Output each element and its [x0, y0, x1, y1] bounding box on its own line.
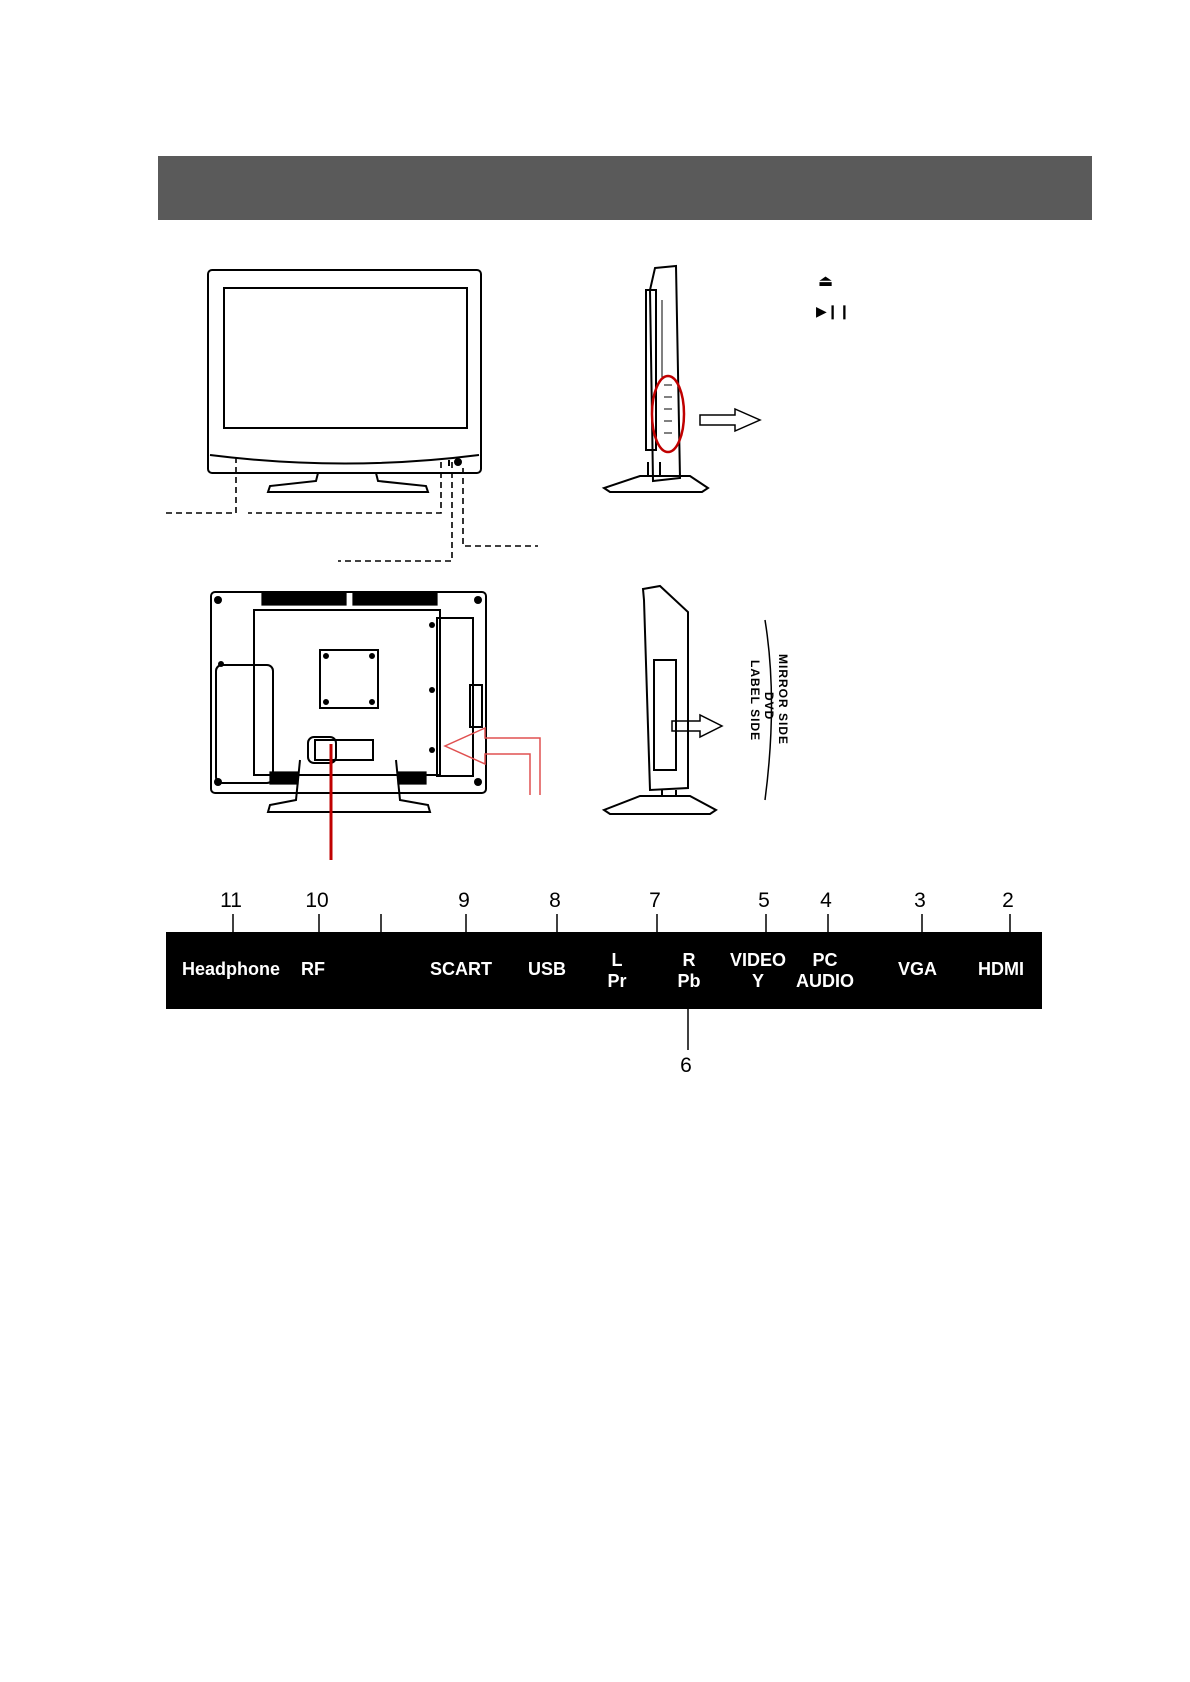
usb-label: USB [528, 959, 567, 979]
callout-5: 5 [758, 889, 770, 912]
pc-label: PC [812, 950, 838, 970]
tv-front-view [208, 270, 481, 492]
play-pause-icon: ▶❙❙ [816, 303, 851, 319]
y-label: Y [751, 971, 764, 991]
audio-label: AUDIO [796, 971, 854, 991]
l-label: L [611, 950, 623, 970]
pr-label: Pr [607, 971, 627, 991]
pc-audio-label [792, 950, 858, 992]
back-vents [262, 593, 437, 784]
side-button-ticks [664, 385, 672, 433]
callout-6: 6 [680, 1054, 692, 1077]
hdmi-label: HDMI [978, 959, 1024, 979]
tv-back-view [211, 592, 486, 812]
video-y-label [726, 950, 790, 992]
callout-2: 2 [1002, 889, 1014, 912]
pb-label: Pb [677, 971, 701, 991]
scart-label: SCART [430, 959, 492, 979]
vga-label: VGA [898, 959, 938, 979]
red-outline-arrow [445, 728, 540, 795]
r-pb-label [672, 950, 706, 992]
l-pr-label [602, 950, 632, 992]
callout-11: 11 [220, 889, 242, 912]
callout-7: 7 [649, 889, 661, 912]
rf-label: RF [301, 959, 325, 979]
eject-icon: ⏏ [818, 273, 834, 290]
r-label: R [682, 950, 696, 970]
callout-4: 4 [820, 889, 832, 912]
connector-panel [166, 932, 1042, 1009]
callout-8: 8 [549, 889, 561, 912]
tv-side-view-top [604, 266, 708, 492]
callout-3: 3 [914, 889, 926, 912]
video-label: VIDEO [729, 950, 786, 970]
callout-10: 10 [305, 889, 329, 912]
disc-mirror-side-label: MIRROR SIDE [776, 654, 790, 746]
tv-side-view-bottom [604, 586, 716, 814]
callout-9: 9 [458, 889, 470, 912]
disc-dvd-label: DVD [762, 692, 776, 721]
arrow-right-bottom [672, 715, 722, 737]
disc-label-side-label: LABEL SIDE [748, 660, 762, 742]
headphone-label: Headphone [182, 959, 281, 979]
arrow-right-top [700, 409, 760, 431]
